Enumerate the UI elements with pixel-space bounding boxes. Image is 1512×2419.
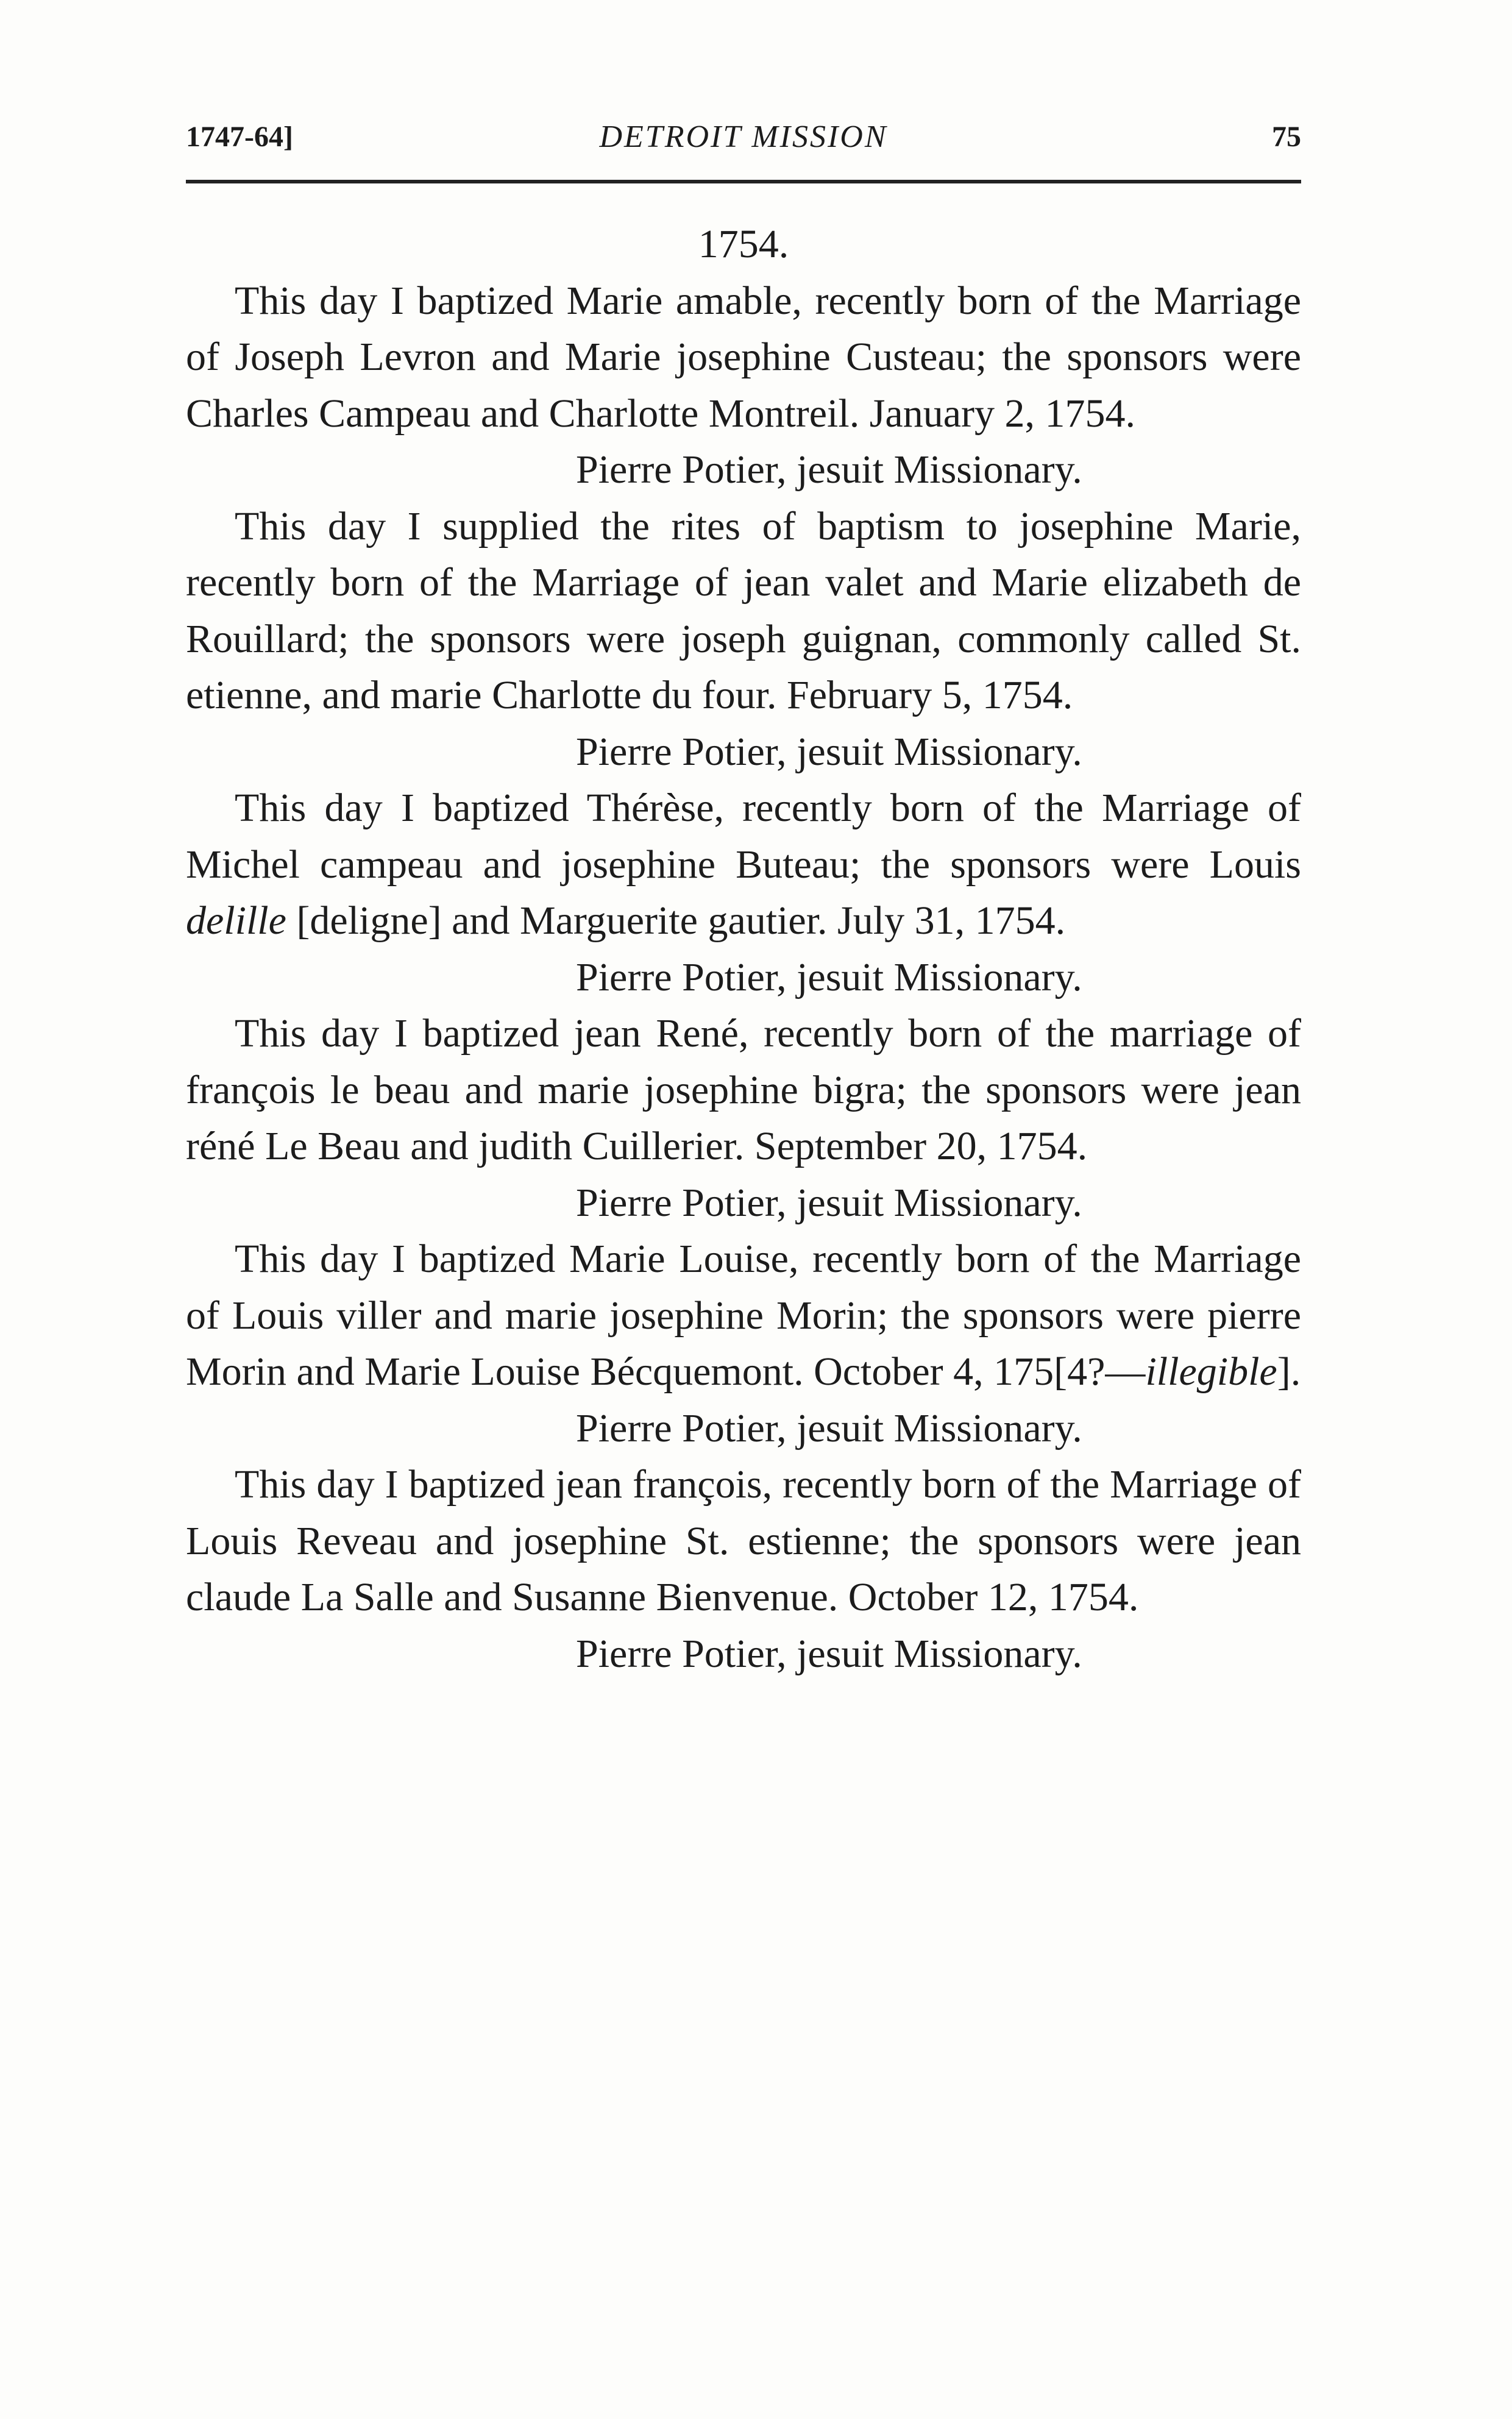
entry-italic-text: illegible: [1145, 1349, 1277, 1394]
baptism-entry: This day I baptized jean René, recently born of the marriage of françois le beau and marie josephine bigra; the sponsors were jean réné Le Beau and judith Cuillerier. September 20, 1754.: [186, 1011, 1301, 1168]
page-body: [186, 216, 1301, 1682]
entry-text: [deligne] and Marguerite gautier. July 31, 1754.: [286, 898, 1066, 943]
signature: Pierre Potier, jesuit Missionary.: [576, 1631, 1082, 1676]
signature: Pierre Potier, jesuit Missionary.: [576, 729, 1082, 774]
baptism-entry: This day I supplied the rites of baptism to josephine Marie, recently born of the Marriage of jean valet and Marie elizabeth de Rouillard; the sponsors were joseph guignan, commonly called St. etienne, and marie Charlotte du four. February 5, 1754.: [186, 503, 1301, 717]
baptism-entry: This day I baptized jean françois, recently born of the Marriage of Louis Reveau and josephine St. estienne; the sponsors were jean claude La Salle and Susanne Bienvenue. October 12, 1754.: [186, 1462, 1301, 1619]
entry-italic-text: delille: [186, 898, 286, 943]
baptism-entry: [186, 1231, 1301, 1401]
running-head-date-range: 1747-64]: [186, 121, 293, 153]
header-rule: [186, 180, 1301, 183]
signature: Pierre Potier, jesuit Missionary.: [576, 1405, 1082, 1451]
baptism-entry: [186, 780, 1301, 950]
baptism-entry: This day I baptized Marie amable, recently born of the Marriage of Joseph Levron and Marie josephine Custeau; the sponsors were Charles Campeau and Charlotte Montreil. January 2, 1754.: [186, 278, 1301, 436]
running-head-title: DETROIT MISSION: [599, 119, 888, 154]
signature: Pierre Potier, jesuit Missionary.: [576, 447, 1082, 492]
entry-text: ].: [1277, 1349, 1301, 1394]
year-heading: 1754.: [698, 222, 789, 266]
signature: Pierre Potier, jesuit Missionary.: [576, 954, 1082, 1000]
signature: Pierre Potier, jesuit Missionary.: [576, 1180, 1082, 1225]
page-number: 75: [1272, 121, 1301, 153]
running-head: [186, 113, 1301, 162]
entry-text: This day I baptized Marie Louise, recently born of the Marriage of Louis viller and marie josephine Morin; the sponsors were pierre Morin and Marie Louise Bécquemont. October 4, 175[4?—: [186, 1237, 1301, 1394]
entry-text: This day I baptized Thérèse, recently born of the Marriage of Michel campeau and josephine Buteau; the sponsors were Louis: [186, 786, 1301, 887]
